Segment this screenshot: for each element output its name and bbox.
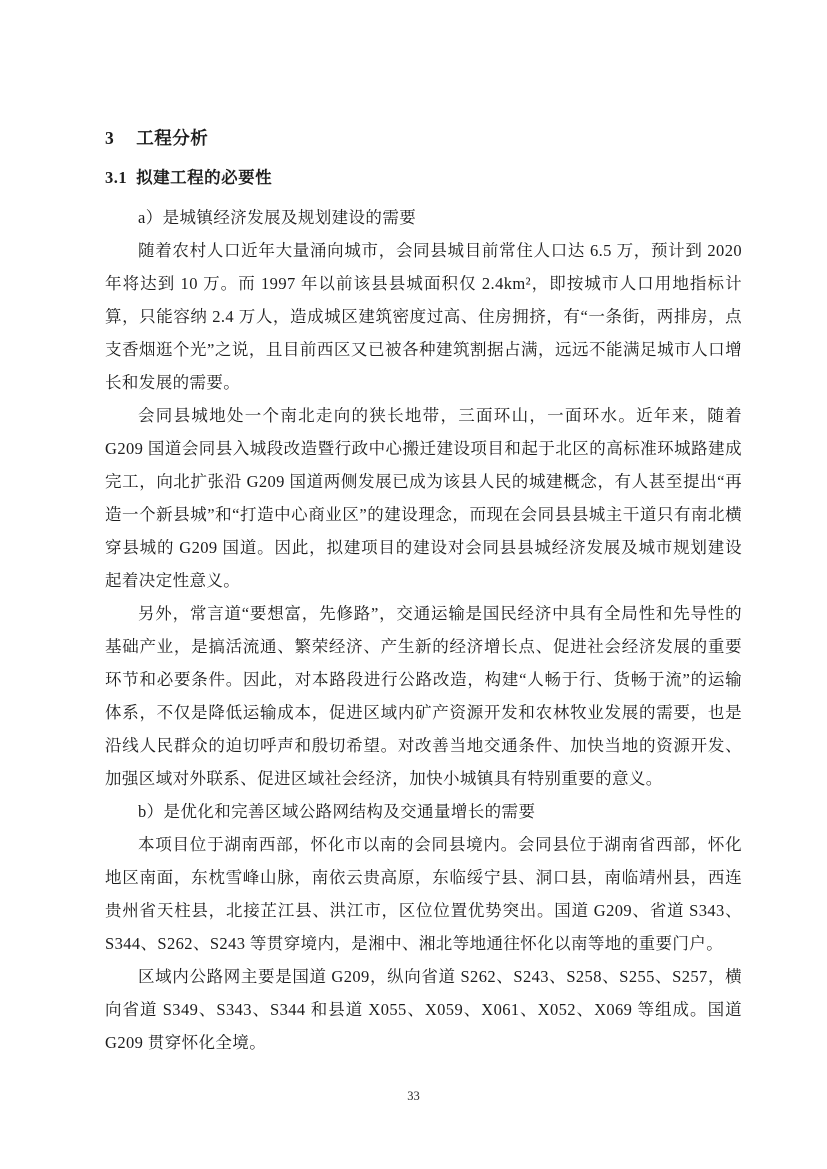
chapter-heading — [105, 126, 742, 150]
paragraph-population-growth: 随着农村人口近年大量涌向城市，会同县城目前常住人口达 6.5 万，预计到 2020 年将达到 10 万。而 1997 年以前该县县城面积仅 2.4km²，即按城市人口用地指标计算，只能容纳 2.4 万人，造成城区建筑密度过高、住房拥挤，有“一条街，两排房，点支香烟逛个光”之说，且目前西区又已被各种建筑割据占满，远远不能满足城市人口增长和发展的需要。 — [105, 241, 742, 392]
section-number: 3.1 — [105, 168, 128, 187]
paragraph-county-geography: 会同县城地处一个南北走向的狭长地带，三面环山，一面环水。近年来，随着 G209 国道会同县入城段改造暨行政中心搬迁建设项目和起于北区的高标准环城路建成完工，向北扩张沿 G209 国道两侧发展已成为该县人民的城建概念，有人甚至提出“再造一个新县城”和“打造中心商业区”的建设理念，而现在会同县县城主干道只有南北横穿县城的 G209 国道。因此，拟建项目的建设对会同县县城经济发展及城市规划建设起着决定性意义。 — [105, 406, 742, 590]
chapter-title: 工程分析 — [136, 128, 209, 148]
chapter-number: 3 — [105, 128, 115, 148]
paragraph-project-location: 本项目位于湖南西部，怀化市以南的会同县境内。会同县位于湖南省西部，怀化地区南面，东枕雪峰山脉，南依云贵高原，东临绥宁县、洞口县，南临靖州县，西连贵州省天柱县，北接芷江县、洪江市，区位位置优势突出。国道 G209、省道 S343、S344、S262、S243 等贯穿境内，是湘中、湘北等地通往怀化以南等地的重要门户。 — [105, 835, 742, 953]
section-heading — [105, 166, 742, 190]
page-content — [105, 126, 742, 1059]
paragraph-transport-economy: 另外，常言道“要想富，先修路”，交通运输是国民经济中具有全局性和先导性的基础产业，是搞活流通、繁荣经济、产生新的经济增长点、促进社会经济发展的重要环节和必要条件。因此，对本路段进行公路改造，构建“人畅于行、货畅于流”的运输体系，不仅是降低运输成本，促进区域内矿产资源开发和农林牧业发展的需要，也是沿线人民群众的迫切呼声和殷切希望。对改善当地交通条件、加快当地的资源开发、加强区域对外联系、促进区域社会经济，加快小城镇具有特别重要的意义。 — [105, 604, 742, 788]
list-item-a-heading: a）是城镇经济发展及规划建设的需要 — [138, 208, 417, 227]
paragraph-road-network: 区域内公路网主要是国道 G209，纵向省道 S262、S243、S258、S255、S257，横向省道 S349、S343、S344 和县道 X055、X059、X061、X052、X069 等组成。国道 G209 贯穿怀化全境。 — [105, 967, 742, 1052]
page-number: 33 — [407, 1089, 420, 1103]
section-title: 拟建工程的必要性 — [136, 169, 273, 187]
list-item-b-heading: b）是优化和完善区域公路网结构及交通量增长的需要 — [138, 802, 536, 821]
